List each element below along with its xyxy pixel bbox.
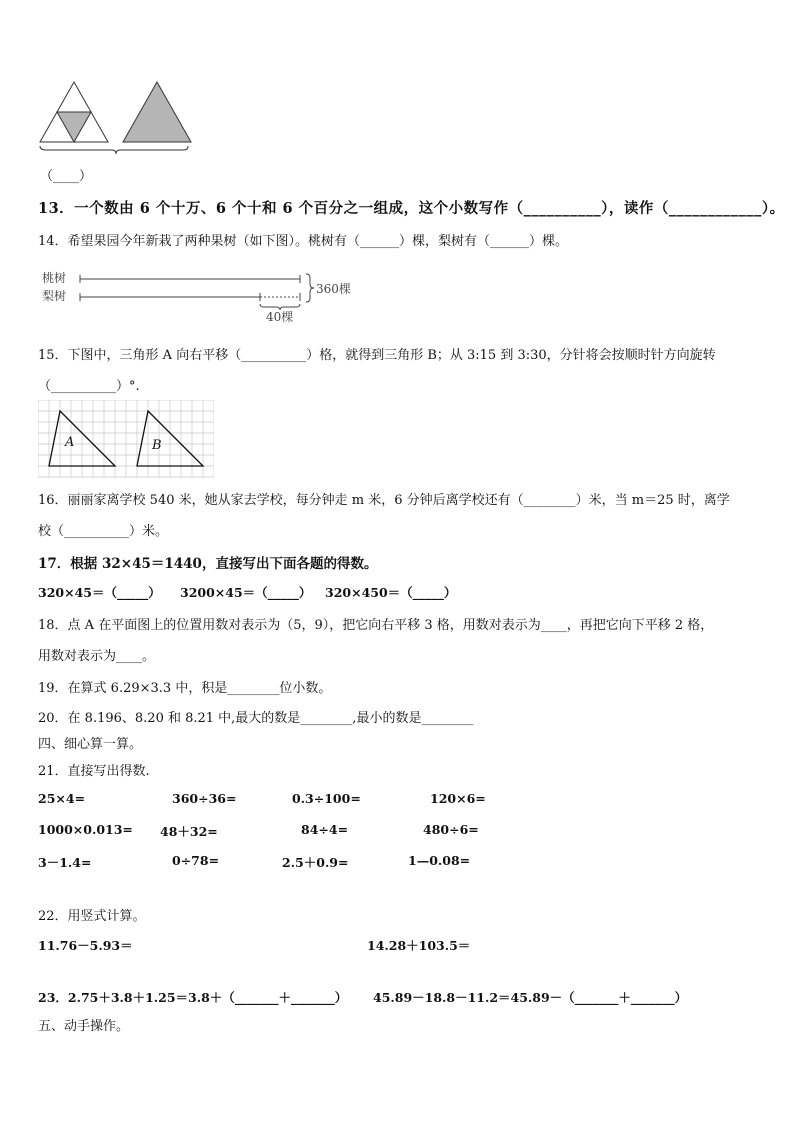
calc-item: 25×4=: [38, 791, 86, 806]
calc-item: 84÷4=: [301, 822, 349, 837]
total-label: 360棵: [316, 282, 351, 296]
calc-item: 360÷36=: [172, 791, 237, 806]
diff-label: 40棵: [266, 310, 294, 324]
calc-item: 2.5＋0.9=: [282, 855, 349, 870]
calc-item: 0÷78=: [172, 853, 220, 868]
label-peach: 桃树: [42, 271, 67, 285]
triangle-figure: [36, 78, 196, 160]
question-15-line1: 15．下图中，三角形 A 向右平移（__________）格，就得到三角形 B；从 3:15 到 3:30，分针将会按顺时针方向旋转: [38, 348, 716, 363]
calc-item: 3－1.4=: [38, 855, 92, 870]
question-23-left: 23．2.75＋3.8＋1.25＝3.8＋（_______＋_______）: [38, 990, 348, 1005]
question-18-line1: 18．点 A 在平面图上的位置用数对表示为（5，9），把它向右平移 3 格，用数对表示为____，再把它向下平移 2 格，: [38, 618, 714, 633]
question-19: 19．在算式 6.29×3.3 中，积是________位小数。: [38, 681, 332, 696]
calc-item: 1000×0.013=: [38, 822, 133, 837]
right-brace: [306, 274, 314, 302]
q17-item-1: 320×45＝（_____）: [38, 585, 161, 600]
calc-item: 0.3÷100=: [292, 791, 361, 806]
question-17: 17．根据 32×45＝1440，直接写出下面各题的得数。: [38, 556, 378, 572]
label-a: A: [65, 435, 75, 450]
fig12-answer-blank: （____）: [40, 169, 93, 184]
calc-item: 1—0.08=: [408, 853, 471, 868]
section-5-title: 五、动手操作。: [38, 1019, 130, 1034]
question-20: 20．在 8.196、8.20 和 8.21 中,最大的数是________,最小的数是________: [38, 711, 474, 726]
q22-item-2: 14.28＋103.5＝: [367, 938, 471, 953]
q17-item-2: 3200×45＝（_____）: [180, 585, 312, 600]
q17-item-3: 320×450＝（_____）: [325, 585, 457, 600]
question-22: 22．用竖式计算。: [38, 909, 146, 924]
question-15-line2: （__________）°.: [38, 379, 140, 394]
label-b: B: [152, 438, 162, 453]
q22-item-1: 11.76－5.93＝: [38, 938, 133, 953]
question-14: 14．希望果园今年新栽了两种果树（如下图）。桃树有（______）棵，梨树有（______）棵。: [38, 234, 569, 249]
question-21: 21．直接写出得数.: [38, 764, 150, 779]
question-23-right: 45.89－18.8－11.2＝45.89－（_______＋_______）: [373, 990, 688, 1005]
calc-item: 48＋32=: [160, 824, 218, 839]
question-16-line1: 16．丽丽家离学校 540 米，她从家去学校，每分钟走 m 米，6 分钟后离学校还有（________）米，当 m＝25 时，离学: [38, 493, 730, 508]
question-18-line2: 用数对表示为____。: [38, 649, 156, 664]
calc-item: 120×6=: [430, 791, 486, 806]
question-16-line2: 校（__________）米。: [38, 524, 169, 539]
question-13: 13．一个数由 6 个十万、6 个十和 6 个百分之一组成，这个小数写作（__________），读作（____________）。: [38, 200, 785, 217]
fruit-tree-diagram: [38, 266, 368, 324]
grid-triangles-figure: [38, 400, 214, 478]
brace: [40, 146, 188, 154]
shaded-big-triangle: [123, 82, 191, 142]
calc-item: 480÷6=: [423, 822, 479, 837]
section-4-title: 四、细心算一算。: [38, 737, 143, 752]
label-pear: 梨树: [42, 289, 67, 303]
